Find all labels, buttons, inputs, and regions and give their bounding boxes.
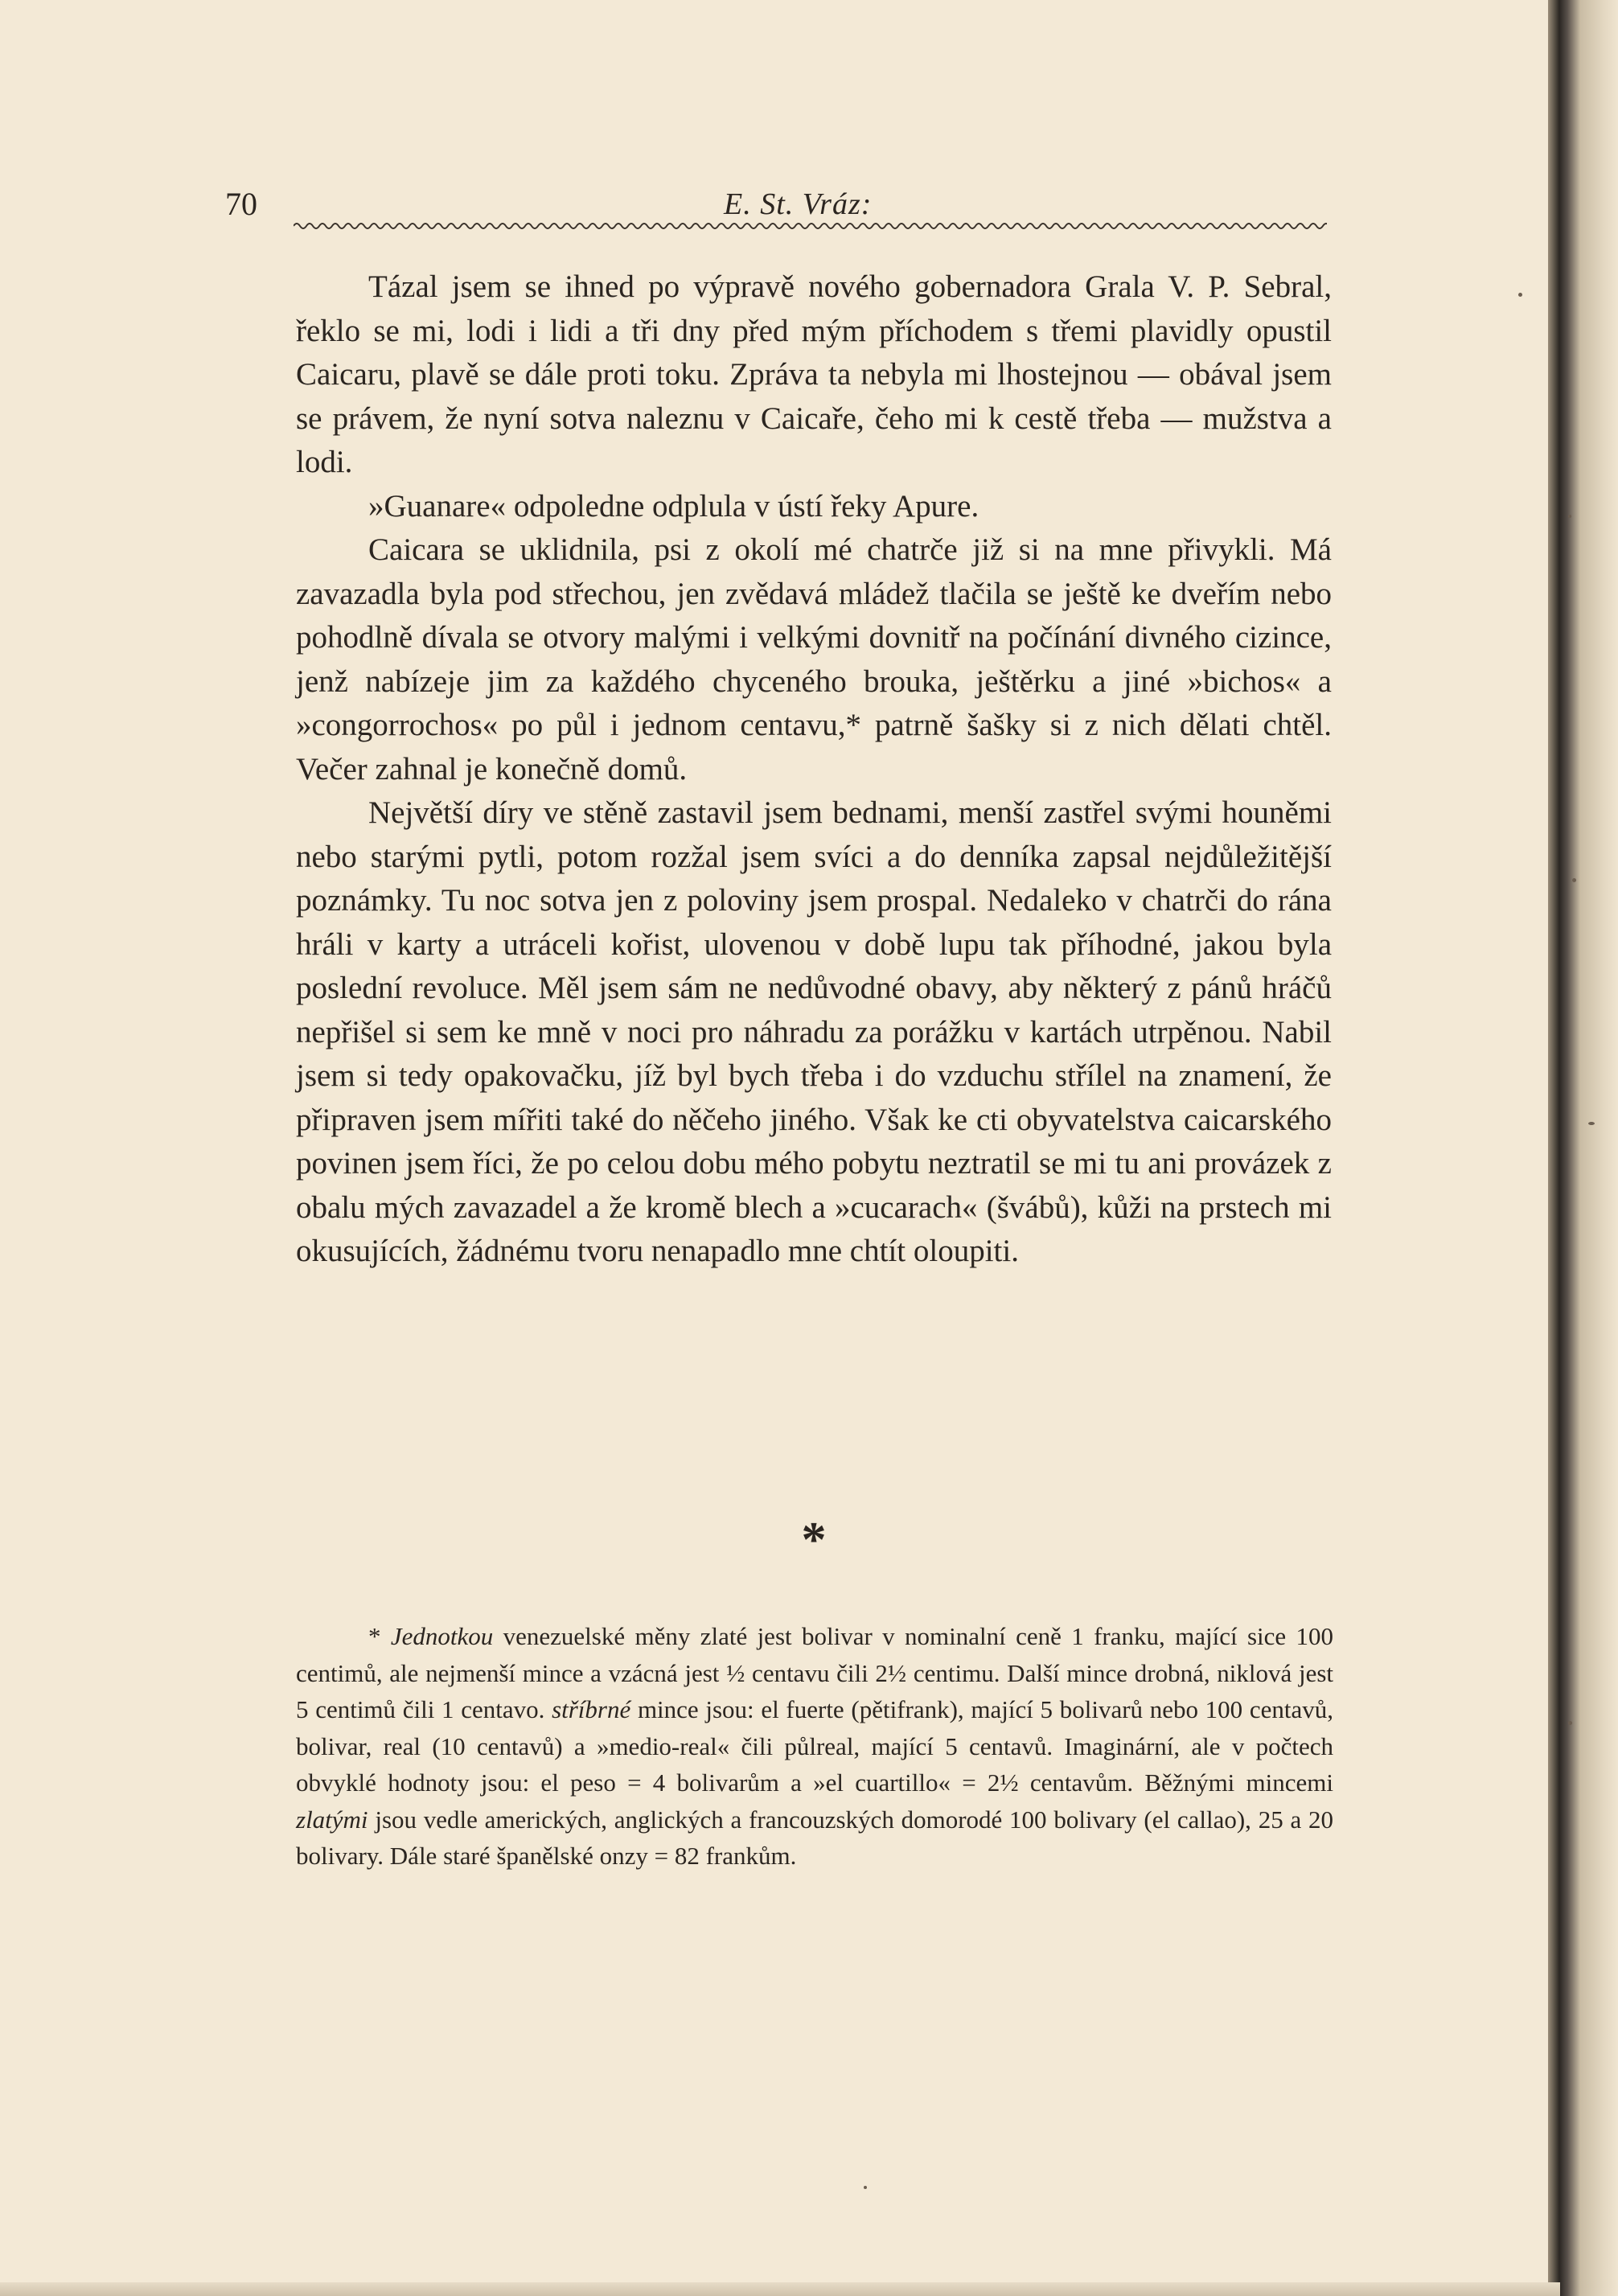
paper-speck bbox=[1568, 1721, 1572, 1725]
footnote-italic-1: Jednotkou bbox=[390, 1622, 494, 1650]
body-text bbox=[296, 265, 1332, 1274]
page-header bbox=[225, 183, 1327, 232]
page-edge-shadow bbox=[1548, 0, 1618, 2296]
footnote bbox=[296, 1618, 1333, 1875]
footnote-italic-2: stříbrné bbox=[552, 1695, 631, 1723]
paper-speck bbox=[864, 2186, 867, 2189]
footnote-text-1: venezuelské měny zlaté jest bolivar v nominalní ceně 1 franku, mající sice 100 centimů, ale nejmenší mince a vzácná jest ½ centavu čili 2½ centimu. Další mince drobná, niklová jest 5 centimů čili 1 centavo. bbox=[296, 1622, 1334, 1723]
header-wavy-rule bbox=[294, 220, 1327, 232]
paper-speck bbox=[1518, 293, 1522, 297]
footnote-text-2: mince jsou: el fuerte (pětifrank), mající 5 bolivarů nebo 100 centavů, bolivar, real (10 centavů) a »medio-real« čili půlreal, mající 5 centavů. Imaginární, ale v počtech obvyklé hodnoty jsou: el peso = 4 bolivarům a »el cuartillo« = 2½ centavům. Běžnými mincemi bbox=[296, 1695, 1333, 1797]
section-asterism: * bbox=[801, 1513, 827, 1567]
footnote-italic-3: zlatými bbox=[296, 1805, 368, 1834]
page-bottom-edge bbox=[0, 2282, 1560, 2296]
page-number: 70 bbox=[225, 186, 257, 222]
paper-speck bbox=[1588, 1122, 1595, 1125]
paper-speck bbox=[1572, 878, 1576, 882]
paragraph-2: »Guanare« odpoledne odplula v ústí řeky Apure. bbox=[368, 488, 979, 524]
paragraph-3: Caicara se uklidnila, psi z okolí mé chatrče již si na mne přivykli. Má zavazadla byla pod střechou, jen zvědavá mládež tlačila se ještě ke dveřím nebo pohodlně dívala se otvory malými i velkými dovnitř na počínání divného cizince, jenž nabízeje jim za každého chyceného brouka, ještěrku a jiné »bichos« a »congorrochos« po půl i jednom centavu,* patrně šašky si z nich dělati chtěl. Večer zahnal je konečně domů. bbox=[296, 532, 1332, 787]
running-head: E. St. Vráz: bbox=[724, 187, 873, 221]
footnote-text-3: jsou vedle amerických, anglických a francouzských domorodé 100 bolivary (el callao), 25 a 20 bolivary. Dále staré španělské onzy = 82 frankům. bbox=[296, 1805, 1333, 1870]
paper-speck bbox=[1568, 515, 1571, 518]
footnote-mark: * bbox=[368, 1622, 391, 1650]
paragraph-1: Tázal jsem se ihned po výpravě nového gobernadora Grala V. P. Sebral, řeklo se mi, lodi i lidi a tři dny před mým příchodem s třemi plavidly opustil Caicaru, plavě se dále proti toku. Zpráva ta nebyla mi lhostejnou — obával jsem se právem, že nyní sotva naleznu v Caicaře, čeho mi k cestě třeba — mužstva a lodi. bbox=[296, 269, 1332, 479]
paragraph-4: Největší díry ve stěně zastavil jsem bednami, menší zastřel svými houněmi nebo starými pytli, potom rozžal jsem svíci a do denníka zapsal nejdůležitější poznámky. Tu noc sotva jen z poloviny jsem prospal. Nedaleko v chatrči do rána hráli v karty a utráceli kořist, ulovenou v době lupu tak příhodné, jakou byla poslední revoluce. Měl jsem sám ne nedůvodné obavy, aby některý z pánů hráčů nepřišel si sem ke mně v noci pro náhradu za porážku v kartách utrpěnou. Nabil jsem si tedy opakovačku, jíž byl bych třeba i do vzduchu střílel na znamení, že připraven jsem mířiti také do něčeho jiného. Však ke cti obyvatelstva caicarského povinen jsem říci, že po celou dobu mého pobytu neztratil se mi tu ani provázek z obalu mých zavazadel a že kromě blech a »cucarach« (švábů), kůži na prstech mi okusujících, žádnému tvoru nenapadlo mne chtít oloupiti. bbox=[296, 795, 1332, 1268]
